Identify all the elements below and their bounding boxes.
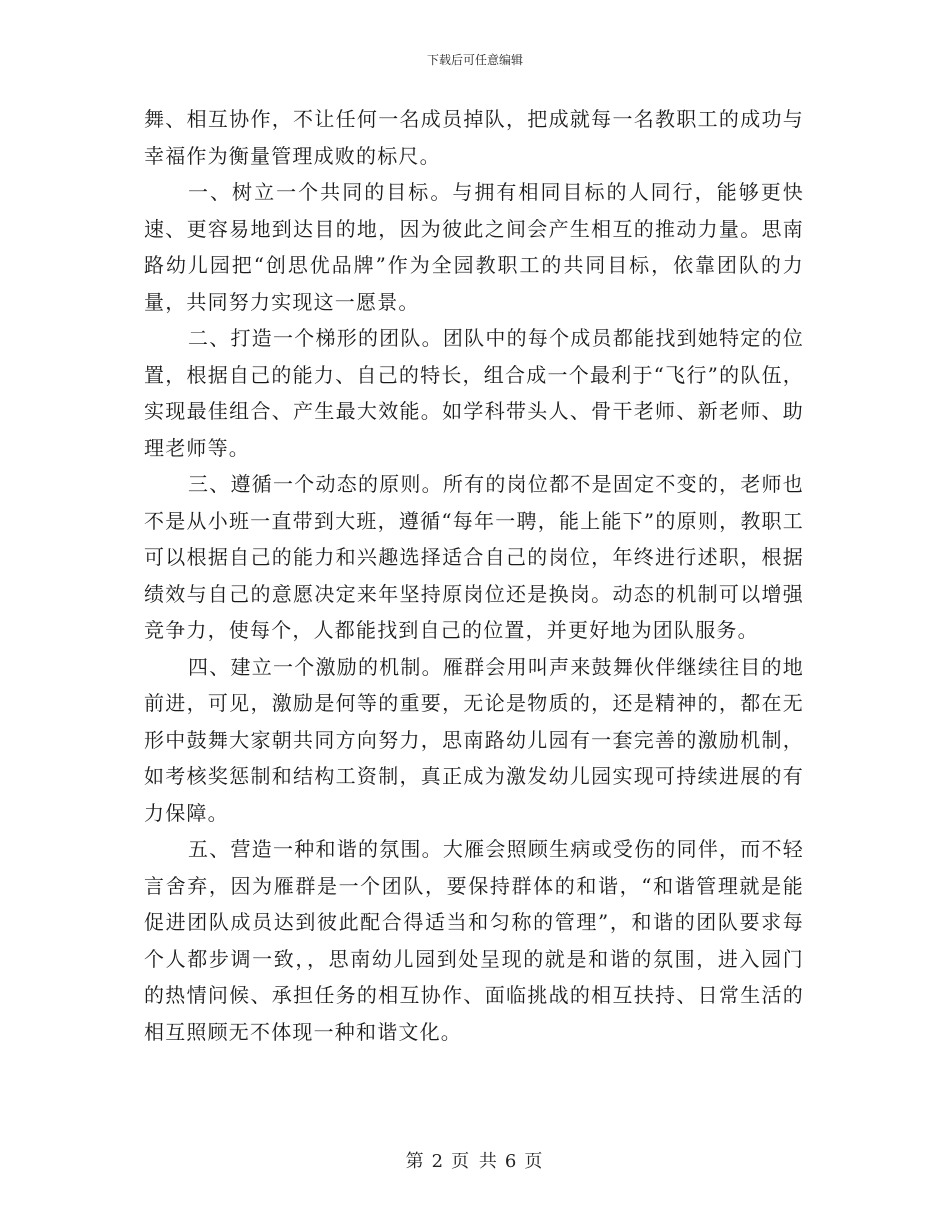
paragraph-incentive: 四、建立一个激励的机制。雁群会用叫声来鼓舞伙伴继续往目的地前进，可见，激励是何等的重要，无论是物质的，还是精神的，都在无形中鼓舞大家朝共同方向努力，思南路幼儿园有一套完善的激励机制，如考核奖惩制和结构工资制，真正成为激发幼儿园实现可持续进展的有力保障。 bbox=[144, 654, 804, 825]
footer-suffix: 页 bbox=[524, 1151, 545, 1172]
page-footer bbox=[0, 1150, 950, 1174]
page-header bbox=[0, 52, 950, 68]
page-number-current: 2 bbox=[431, 1151, 446, 1172]
page-number-total: 6 bbox=[504, 1151, 519, 1172]
paragraph-goal: 一、树立一个共同的目标。与拥有相同目标的人同行，能够更快速、更容易地到达目的地，因为彼此之间会产生相互的推动力量。思南路幼儿园把“创思优品牌”作为全园教职工的共同目标，依靠团队的力量，共同努力实现这一愿景。 bbox=[144, 180, 804, 314]
header-note: 下载后可任意编辑 bbox=[426, 53, 523, 67]
paragraph-team: 二、打造一个梯形的团队。团队中的每个成员都能找到她特定的位置，根据自己的能力、自己的特长，组合成一个最利于“飞行”的队伍，实现最佳组合、产生最大效能。如学科带头人、骨干老师、新老师、助理老师等。 bbox=[144, 326, 804, 460]
footer-prefix: 第 bbox=[405, 1151, 426, 1172]
footer-middle: 页 共 bbox=[451, 1151, 499, 1172]
paragraph-harmony: 五、营造一种和谐的氛围。大雁会照顾生病或受伤的同伴，而不轻言舍弃，因为雁群是一个团队，要保持群体的和谐，“和谐管理就是能促进团队成员达到彼此配合得适当和匀称的管理”，和谐的团队要求每个人都步调一致，，思南幼儿园到处呈现的就是和谐的氛围，进入园门的热情问候、承担任务的相互协作、面临挑战的相互扶持、日常生活的相互照顾无不体现一种和谐文化。 bbox=[144, 837, 804, 1044]
paragraph-principle: 三、遵循一个动态的原则。所有的岗位都不是固定不变的，老师也不是从小班一直带到大班，遵循“每年一聘，能上能下”的原则，教职工可以根据自己的能力和兴趣选择适合自己的岗位，年终进行述职，根据绩效与自己的意愿决定来年坚持原岗位还是换岗。动态的机制可以增强竞争力，使每个，人都能找到自己的位置，并更好地为团队服务。 bbox=[144, 472, 804, 642]
document-body bbox=[144, 101, 804, 1050]
paragraph-continuation: 舞、相互协作，不让任何一名成员掉队，把成就每一名教职工的成功与幸福作为衡量管理成败的标尺。 bbox=[144, 107, 804, 168]
